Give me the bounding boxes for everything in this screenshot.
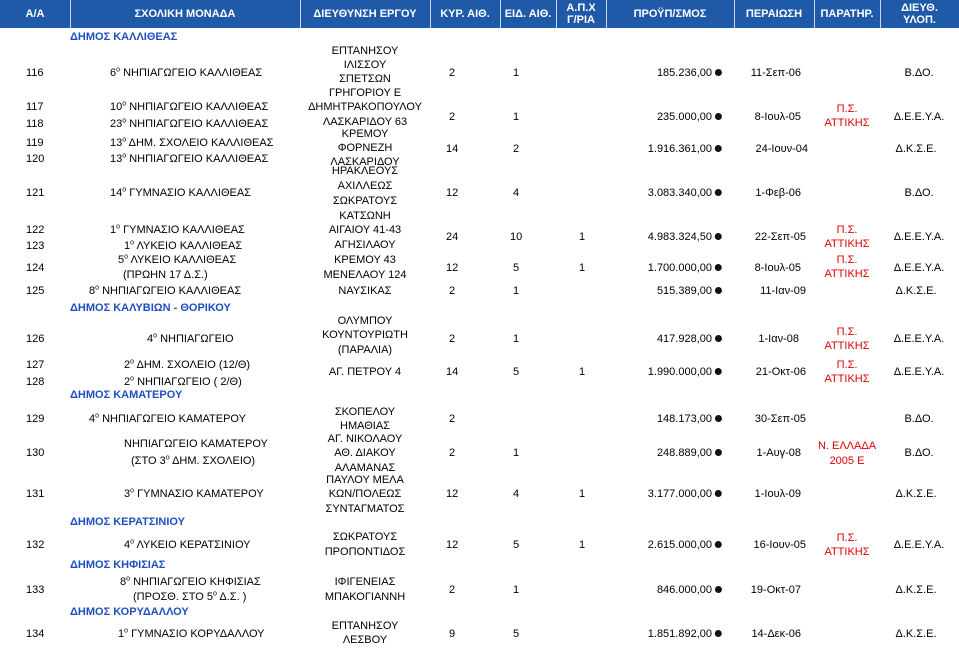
address-line: ΑΘ. ΔΙΑΚΟΥ: [334, 447, 396, 459]
address-line: ΙΛΙΣΣΟΥ: [343, 59, 387, 71]
school-name: $13^o$ ΔΗΜ. ΣΧΟΛΕΙΟ ΚΑΛΛΙΘΕΑΣ: [110, 136, 274, 149]
budget: 846.000,00: [657, 584, 722, 596]
euro-icon: [715, 233, 722, 240]
school-name: $6^o$ ΝΗΠΙΑΓΩΓΕΙΟ ΚΑΛΛΙΘΕΑΣ: [110, 66, 263, 79]
budget: 148.173,00: [657, 413, 722, 425]
school-name: $8^o$ ΝΗΠΙΑΓΩΓΕΙΟ ΚΗΦΙΣΙΑΣ: [120, 575, 261, 588]
address-line: ΣΥΝΤΑΓΜΑΤΟΣ: [325, 503, 405, 515]
address-line: ΚΑΤΣΩΝΗ: [339, 210, 391, 222]
directorate: Δ.Ε.Ε.Υ.Α.: [893, 262, 945, 274]
directorate: Δ.Ε.Ε.Υ.Α.: [893, 333, 945, 345]
euro-icon: [715, 264, 722, 271]
row-number: 128: [26, 376, 45, 388]
row-number: 125: [26, 285, 45, 297]
completion-date: 21-Οκτ-06: [755, 366, 806, 378]
classrooms-main: 12: [446, 262, 459, 274]
row-number: 120: [26, 153, 45, 165]
header-budget: ΠΡΟΫΠ/ΣΜΟΣ: [633, 8, 707, 20]
note: Π.Σ.: [836, 359, 858, 371]
classrooms-special: 10: [510, 231, 523, 243]
table-header: [0, 0, 959, 28]
address-line: (ΠΑΡΑΛΙΑ): [337, 344, 393, 356]
classrooms-special: 1: [513, 584, 520, 596]
address-line: ΑΓ. ΝΙΚΟΛΑΟΥ: [327, 433, 403, 445]
row-number: 121: [26, 187, 45, 199]
address-line: ΑΙΓΑΙΟΥ 41-43: [328, 224, 402, 236]
address-line: ΛΑΣΚΑΡΙΔΟΥ: [330, 156, 400, 168]
school-name: ΝΗΠΙΑΓΩΓΕΙΟ ΚΑΜΑΤΕΡΟΥ: [124, 438, 268, 450]
header-completion: ΠΕΡΑΙΩΣΗ: [745, 8, 803, 20]
euro-icon: [715, 145, 722, 152]
directorate: Δ.Κ.Σ.Ε.: [895, 628, 937, 640]
address-line: ΟΛΥΜΠΟΥ: [337, 315, 393, 327]
header-apx: Α.Π.Χ Γ/ΡΙΑ: [566, 2, 596, 26]
address-line: ΚΡΕΜΟΥ 43: [334, 254, 396, 266]
completion-date: 11-Ιαν-09: [760, 285, 806, 297]
school-name: $4^o$ ΝΗΠΙΑΓΩΓΕΙΟ ΚΑΜΑΤΕΡΟΥ: [89, 412, 246, 425]
completion-date: 30-Σεπ-05: [754, 413, 806, 425]
row-number: 132: [26, 539, 45, 551]
note: Π.Σ.: [836, 326, 858, 338]
address-line: ΚΡΕΜΟΥ: [341, 128, 389, 140]
school-name: $2^o$ ΔΗΜ. ΣΧΟΛΕΙΟ (12/Θ): [124, 358, 251, 371]
address-line: ΕΠΤΑΝΗΣΟΥ: [331, 45, 399, 57]
apx-count: 1: [579, 488, 586, 500]
row-number: 134: [26, 628, 45, 640]
classrooms-special: 1: [513, 447, 520, 459]
address-line: ΙΦΙΓΕΝΕΙΑΣ: [334, 576, 396, 588]
row-number: 133: [26, 584, 45, 596]
note: Ν. ΕΛΛΑΔΑ: [817, 440, 877, 452]
classrooms-special: 4: [513, 187, 520, 199]
euro-icon: [715, 586, 722, 593]
school-name-note: (ΠΡΟΣΘ. ΣΤΟ $5^o$ Δ.Σ. ): [133, 590, 247, 603]
address-line: ΗΡΑΚΛΕΟΥΣ: [331, 165, 399, 177]
classrooms-main: 12: [446, 488, 459, 500]
euro-icon: [715, 630, 722, 637]
classrooms-special: 5: [513, 539, 520, 551]
school-name: $4^o$ ΛΥΚΕΙΟ ΚΕΡΑΤΣΙΝΙΟΥ: [124, 538, 251, 551]
apx-count: 1: [579, 539, 586, 551]
header-address: ΔΙΕΥΘΥΝΣΗ ΕΡΓΟΥ: [313, 8, 417, 20]
classrooms-main: 2: [449, 111, 456, 123]
euro-icon: [715, 490, 722, 497]
completion-date: 22-Σεπ-05: [754, 231, 806, 243]
school-name: $4^o$ ΝΗΠΙΑΓΩΓΕΙΟ: [147, 332, 234, 345]
classrooms-main: 2: [449, 333, 456, 345]
school-name: $1^o$ ΓΥΜΝΑΣΙΟ ΚΑΛΛΙΘΕΑΣ: [110, 223, 245, 236]
budget: 4.983.324,50: [648, 231, 722, 243]
budget: 417.928,00: [657, 333, 722, 345]
note: Π.Σ.: [836, 103, 858, 115]
budget: 515.389,00: [657, 285, 722, 297]
address-line: ΑΓ. ΠΕΤΡΟΥ 4: [328, 366, 402, 378]
row-number: 126: [26, 333, 45, 345]
apx-count: 1: [579, 231, 586, 243]
euro-icon: [715, 541, 722, 548]
euro-icon: [715, 449, 722, 456]
euro-icon: [715, 368, 722, 375]
header-school: ΣΧΟΛΙΚΗ ΜΟΝΑΔΑ: [134, 8, 236, 20]
row-number: 118: [26, 118, 44, 130]
address-line: ΣΩΚΡΑΤΟΥΣ: [332, 195, 398, 207]
header-kyr: ΚΥΡ. ΑΙΘ.: [440, 8, 490, 20]
directorate: Δ.Ε.Ε.Υ.Α.: [893, 366, 945, 378]
address-line: ΛΑΣΚΑΡΙΔΟΥ 63: [322, 116, 408, 128]
row-number: 129: [26, 413, 45, 425]
directorate: Δ.Κ.Σ.Ε.: [895, 488, 937, 500]
completion-date: 11-Σεπ-06: [750, 67, 801, 79]
school-name: $10^o$ ΝΗΠΙΑΓΩΓΕΙΟ ΚΑΛΛΙΘΕΑΣ: [110, 100, 269, 113]
school-name: $1^o$ ΓΥΜΝΑΣΙΟ ΚΟΡΥΔΑΛΛΟΥ: [118, 627, 265, 640]
address-line: ΠΡΟΠΟΝΤΙΔΟΣ: [324, 546, 406, 558]
budget: 185.236,00: [657, 67, 722, 79]
school-name: $23^o$ ΝΗΠΙΑΓΩΓΕΙΟ ΚΑΛΛΙΘΕΑΣ: [110, 117, 269, 130]
directorate: Δ.Ε.Ε.Υ.Α.: [893, 539, 945, 551]
budget: 1.851.892,00: [648, 628, 722, 640]
address-line: ΛΕΣΒΟΥ: [342, 634, 388, 646]
school-name-note: (ΣΤΟ $3^o$ ΔΗΜ. ΣΧΟΛΕΙΟ): [131, 454, 256, 467]
euro-icon: [715, 335, 722, 342]
completion-date: 16-Ιουν-05: [753, 539, 806, 551]
row-number: 127: [26, 359, 45, 371]
address-line: ΑΓΗΣΙΛΑΟΥ: [334, 239, 396, 251]
row-number: 122: [26, 224, 45, 236]
budget: 2.615.000,00: [648, 539, 722, 551]
row-number: 130: [26, 447, 45, 459]
address-line: ΜΠΑΚΟΓΙΑΝΝΗ: [324, 591, 406, 603]
school-name: $5^o$ ΛΥΚΕΙΟ ΚΑΛΛΙΘΕΑΣ: [118, 253, 237, 266]
budget: 1.700.000,00: [648, 262, 722, 274]
municipality-heading: ΔΗΜΟΣ ΚΑΛΛΙΘΕΑΣ: [70, 31, 178, 43]
row-number: 131: [26, 488, 45, 500]
budget: 235.000,00: [657, 111, 722, 123]
note: ΑΤΤΙΚΗΣ: [824, 373, 870, 385]
euro-icon: [715, 189, 722, 196]
municipality-heading: ΔΗΜΟΣ ΚΗΦΙΣΙΑΣ: [70, 559, 166, 571]
address-line: ΑΛΑΜΑΝΑΣ: [334, 462, 396, 474]
directorate: Β.ΔΟ.: [904, 187, 934, 199]
classrooms-special: 5: [513, 366, 520, 378]
note: Π.Σ.: [836, 254, 858, 266]
directorate: Β.ΔΟ.: [904, 67, 934, 79]
note: ΑΤΤΙΚΗΣ: [824, 268, 870, 280]
note: Π.Σ.: [836, 532, 858, 544]
classrooms-special: 1: [513, 285, 520, 297]
classrooms-special: 4: [513, 488, 520, 500]
note: ΑΤΤΙΚΗΣ: [824, 238, 870, 250]
row-number: 123: [26, 240, 45, 252]
address-line: ΚΟΥΝΤΟΥΡΙΩΤΗ: [322, 329, 408, 341]
school-name: $1^o$ ΛΥΚΕΙΟ ΚΑΛΛΙΘΕΑΣ: [124, 239, 243, 252]
classrooms-main: 14: [446, 143, 459, 155]
classrooms-main: 2: [449, 447, 456, 459]
classrooms-special: 5: [513, 262, 520, 274]
address-line: ΑΧΙΛΛΕΩΣ: [337, 180, 393, 192]
municipality-heading: ΔΗΜΟΣ ΚΕΡΑΤΣΙΝΙΟΥ: [70, 516, 186, 528]
apx-count: 1: [579, 366, 586, 378]
classrooms-main: 2: [449, 413, 456, 425]
budget: 248.889,00: [657, 447, 722, 459]
note: ΑΤΤΙΚΗΣ: [824, 546, 870, 558]
school-name: $3^o$ ΓΥΜΝΑΣΙΟ ΚΑΜΑΤΕΡΟΥ: [124, 487, 264, 500]
completion-date: 19-Οκτ-07: [750, 584, 801, 596]
budget: 3.083.340,00: [648, 187, 722, 199]
row-number: 117: [26, 101, 44, 113]
directorate: Δ.Ε.Ε.Υ.Α.: [893, 111, 945, 123]
classrooms-main: 9: [449, 628, 456, 640]
row-number: 124: [26, 262, 45, 274]
address-line: ΣΠΕΤΣΩΝ: [339, 73, 391, 85]
address-line: ΕΠΤΑΝΗΣΟΥ: [331, 620, 399, 632]
classrooms-special: 1: [513, 111, 520, 123]
directorate: Β.ΔΟ.: [904, 447, 934, 459]
row-number: 119: [26, 137, 44, 149]
note: 2005 Ε: [829, 455, 865, 467]
municipality-heading: ΔΗΜΟΣ ΚΟΡΥΔΑΛΛΟΥ: [70, 606, 189, 618]
classrooms-main: 2: [449, 584, 456, 596]
budget: 3.177.000,00: [648, 488, 722, 500]
address-line: ΣΚΟΠΕΛΟΥ: [334, 406, 396, 418]
classrooms-main: 2: [449, 67, 456, 79]
classrooms-main: 14: [446, 366, 459, 378]
note: Π.Σ.: [836, 224, 858, 236]
completion-date: 1-Αυγ-08: [756, 447, 801, 459]
municipality-heading: ΔΗΜΟΣ ΚΑΛΥΒΙΩΝ - ΘΟΡΙΚΟΥ: [70, 302, 231, 314]
classrooms-special: 2: [513, 143, 520, 155]
address-line: ΗΜΑΘΙΑΣ: [340, 420, 390, 432]
municipality-heading: ΔΗΜΟΣ ΚΑΜΑΤΕΡΟΥ: [70, 389, 183, 401]
completion-date: 1-Φεβ-06: [755, 187, 801, 199]
school-name: $14^o$ ΓΥΜΝΑΣΙΟ ΚΑΛΛΙΘΕΑΣ: [110, 186, 251, 199]
apx-count: 1: [579, 262, 586, 274]
classrooms-special: 1: [513, 333, 520, 345]
address-line: ΚΩΝ/ΠΟΛΕΩΣ: [328, 488, 402, 500]
row-number: 116: [26, 67, 44, 79]
budget: 1.990.000,00: [648, 366, 722, 378]
completion-date: 8-Ιουλ-05: [754, 111, 801, 123]
address-line: ΓΡΗΓΟΡΙΟΥ Ε: [328, 87, 402, 99]
school-name-note: (ΠΡΩΗΝ 17 Δ.Σ.): [123, 269, 208, 281]
school-name: $13^o$ ΝΗΠΙΑΓΩΓΕΙΟ ΚΑΛΛΙΘΕΑΣ: [110, 152, 269, 165]
classrooms-special: 1: [513, 67, 520, 79]
completion-date: 1-Ιουλ-09: [754, 488, 801, 500]
classrooms-main: 2: [449, 285, 456, 297]
euro-icon: [715, 113, 722, 120]
address-line: ΜΕΝΕΛΑΟΥ 124: [323, 269, 407, 281]
directorate: Β.ΔΟ.: [904, 413, 934, 425]
completion-date: 24-Ιουν-04: [755, 143, 808, 155]
classrooms-main: 12: [446, 187, 459, 199]
directorate: Δ.Κ.Σ.Ε.: [895, 285, 937, 297]
euro-icon: [715, 287, 722, 294]
address-line: ΠΑΥΛΟΥ ΜΕΛΑ: [326, 474, 404, 486]
completion-date: 8-Ιουλ-05: [754, 262, 801, 274]
classrooms-main: 24: [446, 231, 459, 243]
directorate: Δ.Ε.Ε.Υ.Α.: [893, 231, 945, 243]
euro-icon: [715, 415, 722, 422]
completion-date: 14-Δεκ-06: [751, 628, 801, 640]
school-name: $2^o$ ΝΗΠΙΑΓΩΓΕΙΟ ( 2/Θ): [124, 375, 242, 388]
directorate: Δ.Κ.Σ.Ε.: [895, 584, 937, 596]
address-line: ΦΟΡΝΕΖΗ: [337, 142, 393, 154]
budget: 1.916.361,00: [648, 143, 722, 155]
directorate: Δ.Κ.Σ.Ε.: [895, 143, 937, 155]
classrooms-special: 5: [513, 628, 520, 640]
header-directorate: ΔΙΕΥΘ. ΥΛΟΠ.: [901, 2, 938, 26]
classrooms-main: 12: [446, 539, 459, 551]
note: ΑΤΤΙΚΗΣ: [824, 117, 870, 129]
address-line: ΣΩΚΡΑΤΟΥΣ: [332, 531, 398, 543]
header-eid: ΕΙΔ. ΑΙΘ.: [504, 8, 552, 20]
euro-icon: [715, 69, 722, 76]
school-name: $8^o$ ΝΗΠΙΑΓΩΓΕΙΟ ΚΑΛΛΙΘΕΑΣ: [89, 284, 242, 297]
header-notes: ΠΑΡΑΤΗΡ.: [820, 8, 874, 20]
header-aa: Α/Α: [25, 8, 45, 20]
address-line: ΝΑΥΣΙΚΑΣ: [338, 285, 392, 297]
address-line: ΔΗΜΗΤΡΑΚΟΠΟΥΛΟΥ: [308, 101, 422, 113]
completion-date: 1-Ιαν-08: [758, 333, 799, 345]
note: ΑΤΤΙΚΗΣ: [824, 340, 870, 352]
